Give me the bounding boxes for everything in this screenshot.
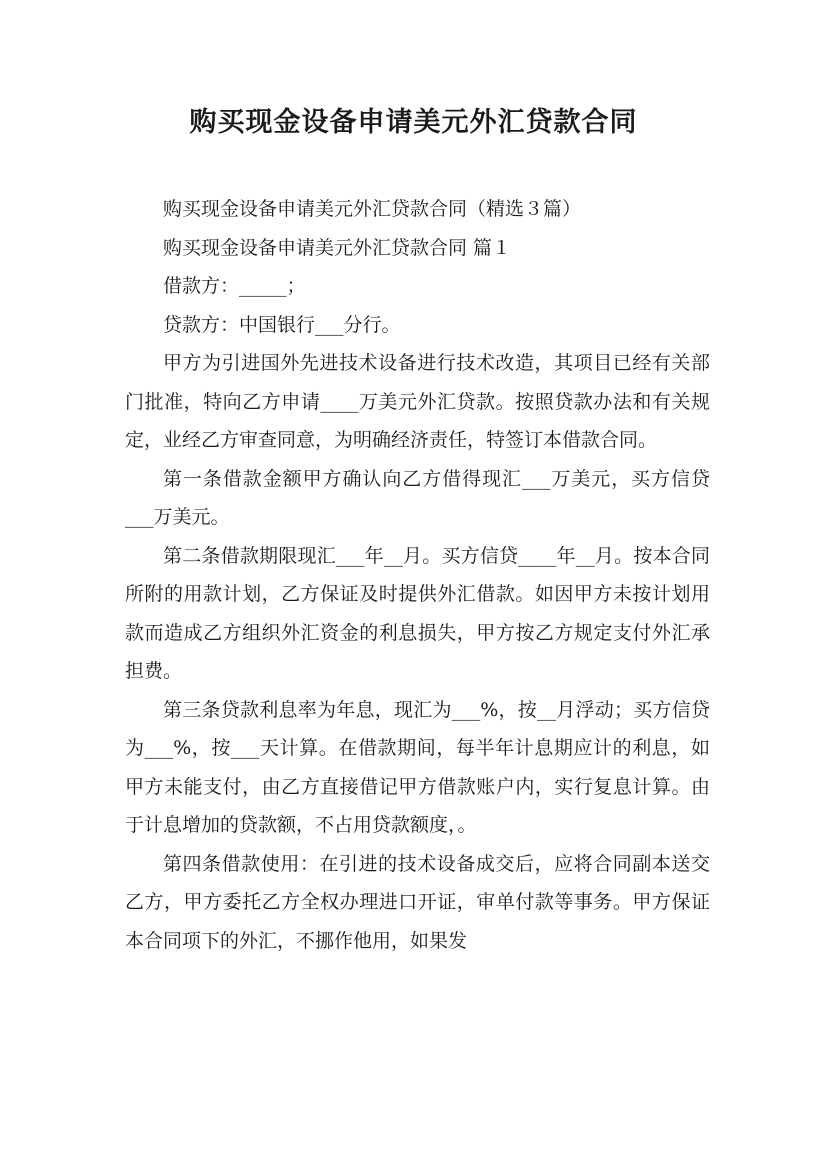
paragraph-subtitle: 购买现金设备申请美元外汇贷款合同（精选３篇） [163,198,582,220]
paragraph-lender: 贷款方：中国银行___分行。 [163,313,401,336]
paragraph-section-heading: 购买现金设备申请美元外汇贷款合同 篇１ [163,236,512,259]
paragraph-preamble: 甲方为引进国外先进技术设备进行技术改造，其项目已经有关部门批准，特向乙方申请____万美元外汇贷款。按照贷款办法和有关规定，业经乙方审查同意，为明确经济责任，特签订本借款合同。 [125,352,710,451]
paragraph-article-3: 第三条贷款利息率为年息，现汇为___%，按__月浮动；买方信贷为___%，按___天计算。在借款期间，每半年计息期应计的利息，如甲方未能支付，由乙方直接借记甲方借款账户内，实行复息计算。由于计息增加的贷款额，不占用贷款额度，。 [125,698,710,836]
paragraph-article-2: 第二条借款期限现汇___年__月。买方信贷____年__月。按本合同所附的用款计划，乙方保证及时提供外汇借款。如因甲方未按计划用款而造成乙方组织外汇资金的利息损失，甲方按乙方规定支付外汇承担费。 [125,544,710,682]
paragraph-article-4: 第四条借款使用：在引进的技术设备成交后，应将合同副本送交乙方，甲方委托乙方全权办理进口开证，审单付款等事务。甲方保证本合同项下的外汇，不挪作他用，如果发 [125,852,710,952]
document-body [125,190,710,960]
paragraph-borrower: 借款方：_____； [163,275,306,297]
document-title: 购买现金设备申请美元外汇贷款合同 [189,107,638,138]
paragraph-article-1: 第一条借款金额甲方确认向乙方借得现汇___万美元，买方信贷___万美元。 [125,467,710,528]
